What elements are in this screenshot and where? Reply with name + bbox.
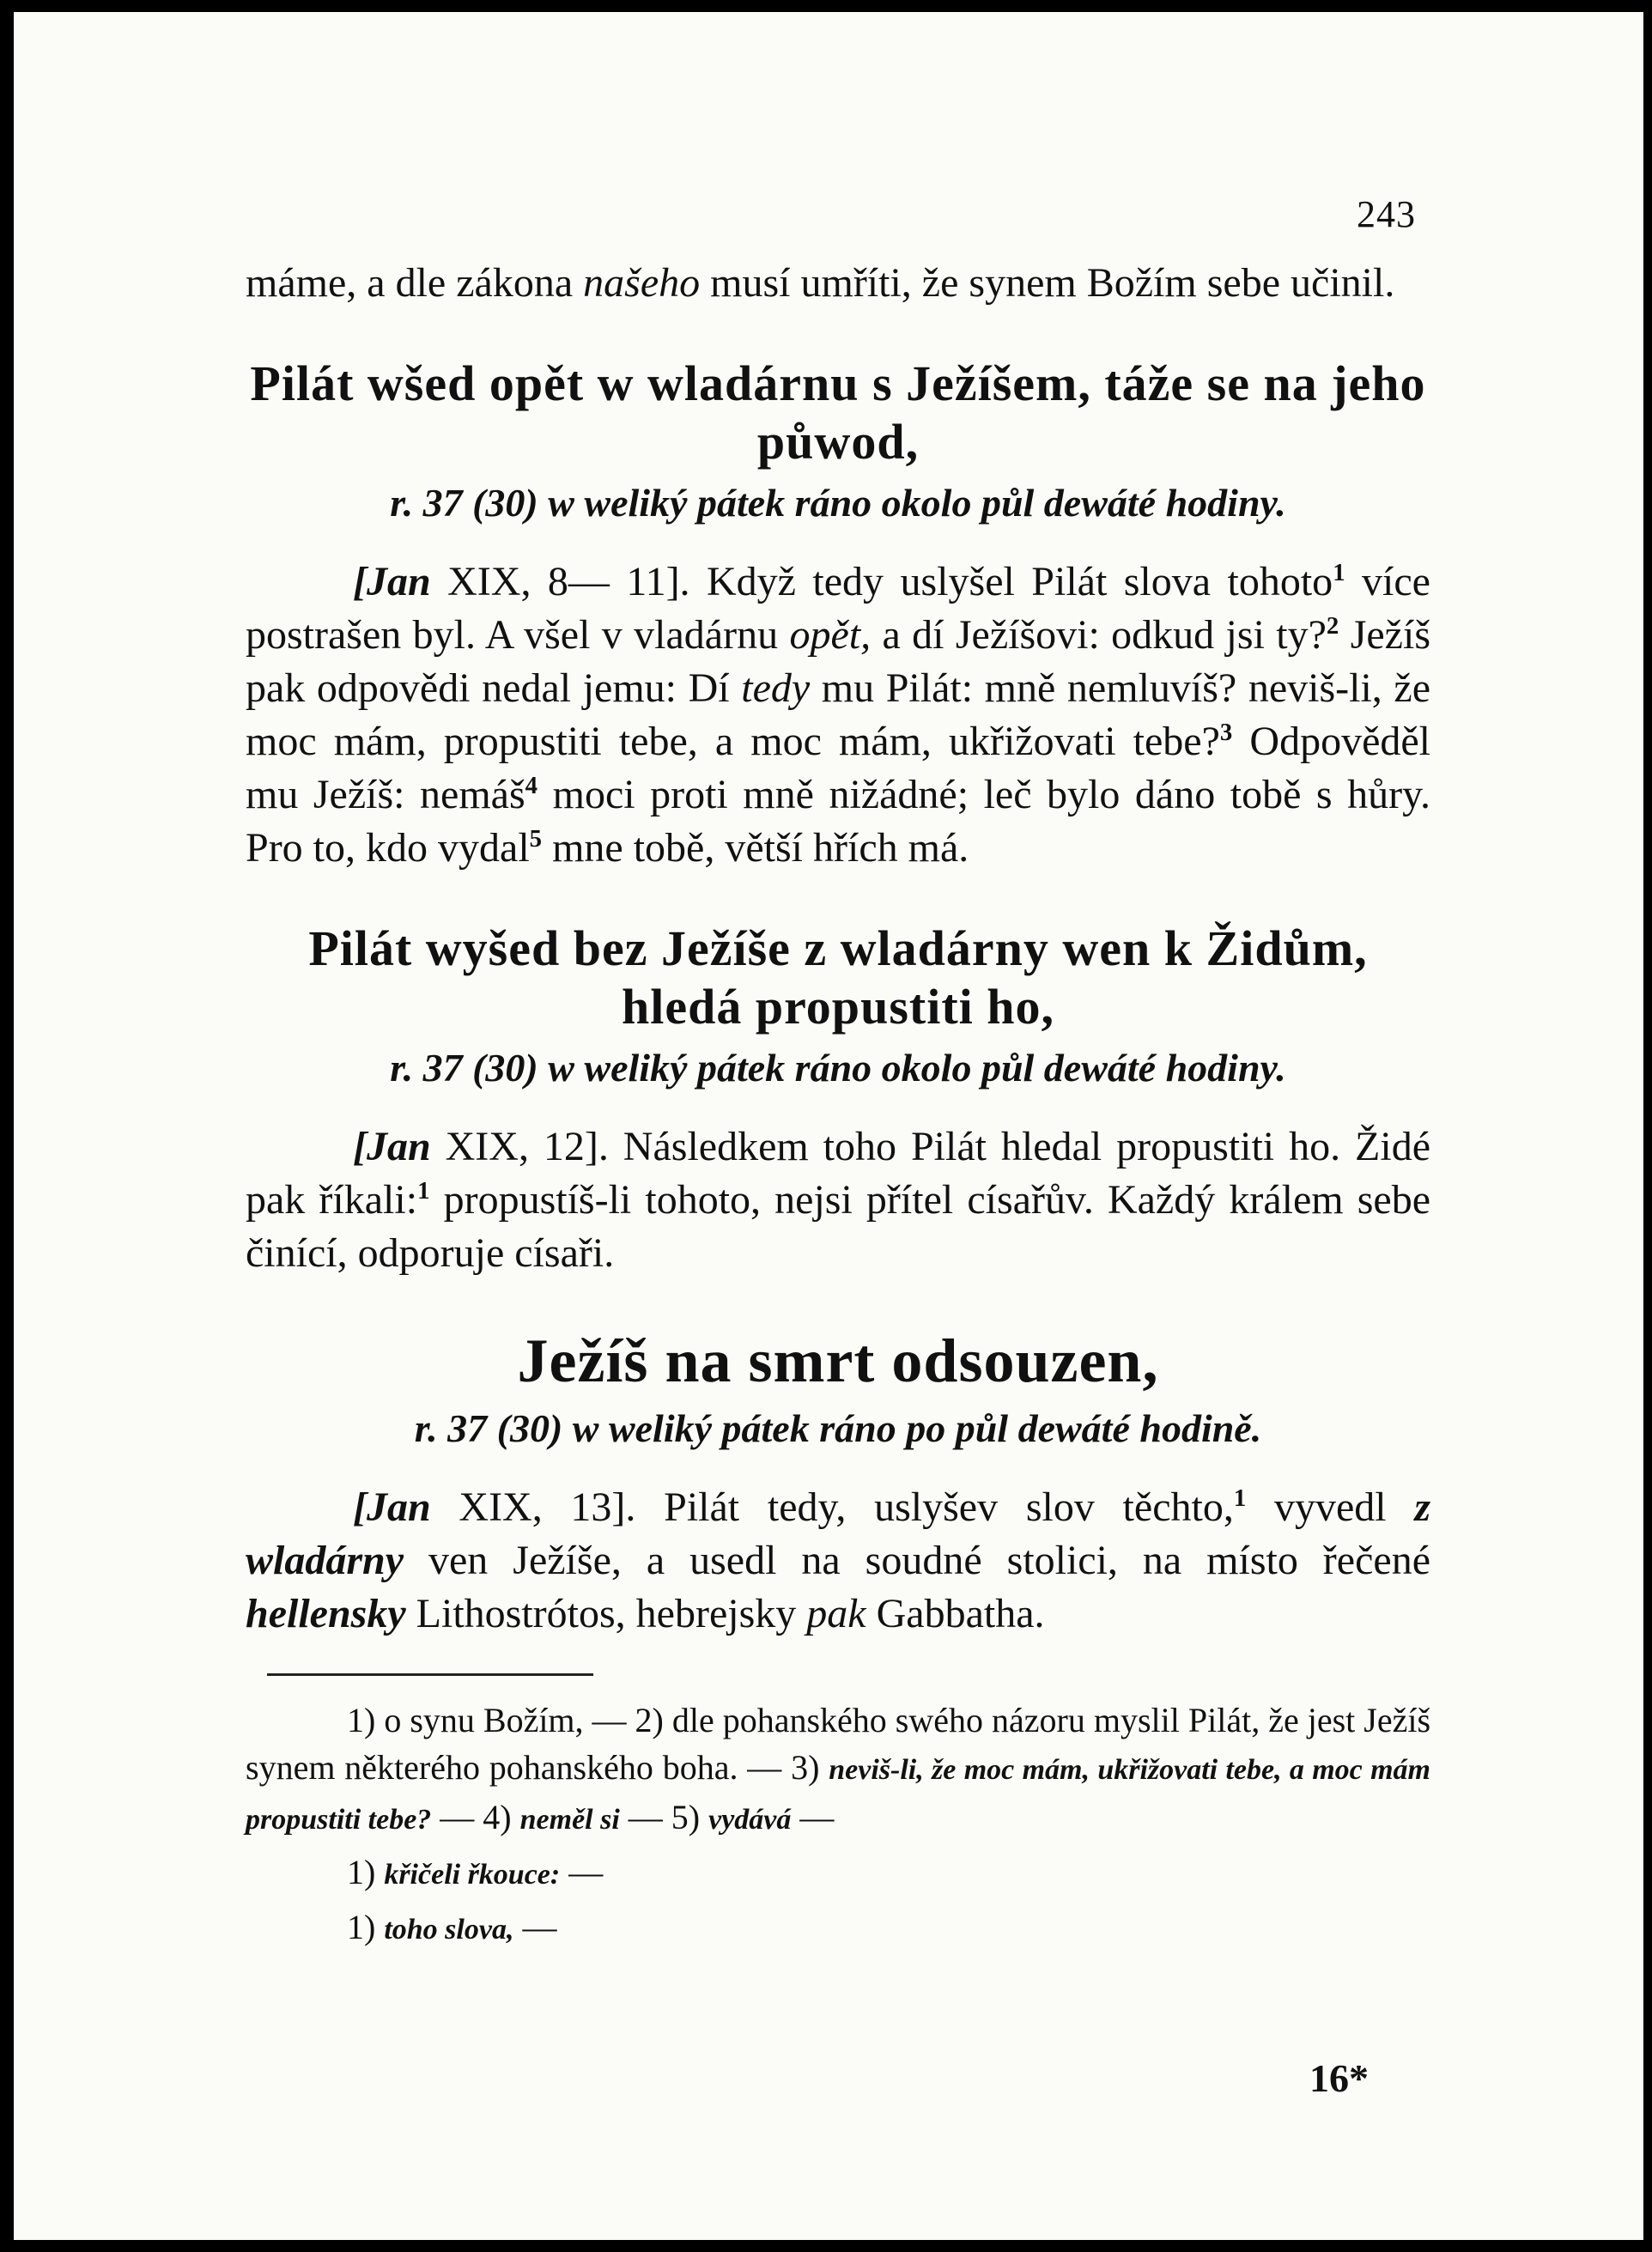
footnotes-block-3 bbox=[246, 1903, 1430, 1953]
section-title: Ježíš na smrt odsouzen, bbox=[517, 1326, 1159, 1395]
section-subtitle: r. 37 (30) w weliký pátek ráno okolo půl dewáté hodiny. bbox=[390, 481, 1286, 525]
footnote-text: — bbox=[513, 1908, 557, 1946]
footnote-italic: neměl si bbox=[519, 1804, 620, 1836]
italic-run: pak bbox=[806, 1591, 866, 1636]
text-run: Ježíš pak odpovědi nedal jemu: Dí bbox=[246, 612, 1431, 711]
section-subtitle: r. 37 (30) w weliký pátek ráno po půl dewáté hodině. bbox=[414, 1406, 1262, 1450]
footnote-italic: toho slova, bbox=[384, 1914, 514, 1945]
section-subtitle: r. 37 (30) w weliký pátek ráno okolo půl dewáté hodiny. bbox=[390, 1046, 1286, 1090]
section-heading-2 bbox=[246, 920, 1430, 1095]
footnote-rule bbox=[267, 1673, 593, 1676]
footnote-marker: 1 bbox=[1333, 559, 1345, 586]
text-run: mu Pilát: mně nemluvíš? neviš-li, že moc mám, propustiti tebe, a moc mám, ukřižovati tebe? bbox=[246, 665, 1431, 764]
footnote-italic: neviš-li, že moc mám, ukřižovati tebe, a moc mám propustiti tebe? bbox=[246, 1754, 1430, 1836]
fraktur-run: z wladárny bbox=[246, 1484, 1431, 1583]
footnote-italic: křičeli řkouce: bbox=[384, 1859, 561, 1891]
footnote-text: — bbox=[560, 1853, 604, 1891]
footnote-text: — 4) bbox=[431, 1798, 520, 1836]
footnote-marker: 4 bbox=[525, 772, 538, 799]
footnote-text: 1) bbox=[347, 1853, 385, 1891]
text-run: moci proti mně nižádné; leč bylo dáno tobě s hůry. Pro to, kdo vydal bbox=[246, 772, 1430, 871]
text-run: XIX, 8— 11]. Když tedy uslyšel Pilát slova tohoto bbox=[430, 559, 1333, 604]
section-title: Pilát wyšed bez Ježíše z wladárny wen k Židům, hledá propustiti ho, bbox=[308, 920, 1368, 1035]
bible-reference: [Jan bbox=[353, 1484, 431, 1530]
text-run: a dí Ježíšovi: odkud jsi ty? bbox=[871, 612, 1327, 658]
section-title: Pilát wšed opět w wladárnu s Ježíšem, táže se na jeho půwod, bbox=[250, 355, 1426, 470]
footnote-text: — bbox=[791, 1798, 835, 1836]
footnote-text: 1) o synu Božím, — 2) dle pohanského swého názoru myslil Pilát, že jest Ježíš synem některého pohanského boha. — 3) bbox=[246, 1701, 1431, 1787]
text-run: musí umříti, že synem Božím sebe učinil. bbox=[700, 260, 1395, 306]
footnotes-block-2 bbox=[246, 1848, 1430, 1898]
text-run: propustíš-li tohoto, nejsi přítel císařův. Každý králem sebe činící, odporuje císaři. bbox=[246, 1177, 1431, 1276]
footnote-marker: 3 bbox=[1219, 719, 1233, 746]
italic-run: opět, bbox=[789, 612, 872, 658]
footnote-marker: 5 bbox=[529, 825, 543, 853]
text-run: XIX, 12]. Následkem toho Pilát hledal propustiti ho. Židé pak říkali: bbox=[246, 1124, 1430, 1223]
text-run: více postrašen byl. A všel v vladárnu bbox=[246, 559, 1430, 658]
signature-mark: 16* bbox=[1309, 2056, 1369, 2100]
paragraph-1 bbox=[246, 555, 1430, 875]
text-run: Gabbatha. bbox=[865, 1591, 1045, 1636]
paragraph-continuation bbox=[246, 257, 1430, 310]
text-run: Odpověděl mu Ježíš: nemáš bbox=[246, 719, 1431, 817]
text-run: ven Ježíše, a usedl na soudné stolici, na místo řečené bbox=[404, 1538, 1430, 1583]
paragraph-2 bbox=[246, 1120, 1430, 1280]
footnotes-block-1 bbox=[246, 1697, 1430, 1843]
section-heading-1 bbox=[246, 355, 1430, 530]
footnote-text: — 5) bbox=[619, 1798, 709, 1836]
section-heading-3 bbox=[246, 1325, 1430, 1455]
book-page bbox=[14, 12, 1643, 2240]
italic-run: tedy bbox=[741, 665, 811, 711]
footnote-italic: vydává bbox=[708, 1804, 792, 1836]
text-run: mne tobě, větší hřích má. bbox=[542, 825, 969, 871]
text-run: máme, a dle zákona bbox=[246, 260, 584, 306]
bible-reference: [Jan bbox=[353, 559, 431, 604]
paragraph-3 bbox=[246, 1481, 1430, 1641]
text-column bbox=[246, 257, 1430, 1953]
text-run: XIX, 13]. Pilát tedy, uslyšev slov těchto, bbox=[430, 1484, 1234, 1530]
page-number: 243 bbox=[1357, 193, 1416, 235]
text-run: vyvedl bbox=[1246, 1484, 1415, 1530]
footnote-marker: 2 bbox=[1326, 612, 1339, 640]
italic-run: našeho bbox=[583, 260, 701, 306]
bible-reference: [Jan bbox=[353, 1124, 431, 1169]
fraktur-run: hellensky bbox=[246, 1591, 406, 1636]
footnote-marker: 1 bbox=[1233, 1484, 1247, 1512]
text-run: Lithostrótos, hebrejsky bbox=[405, 1591, 807, 1636]
footnote-text: 1) bbox=[347, 1908, 385, 1946]
footnote-marker: 1 bbox=[417, 1177, 430, 1205]
